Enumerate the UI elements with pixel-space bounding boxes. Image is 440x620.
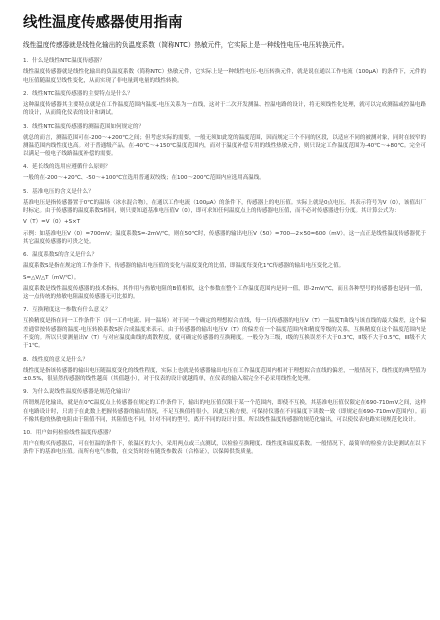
section-paragraph: 示例：如基准电压V（0）=700mV；温度系数S=-2mV/℃，则在50℃时，传感器的输出电压V（50）=700—2×50=600（mV）。这一点正是线性温度传感器优于其它温度传感器的可贵之处。 xyxy=(23,230,426,245)
section-heading: 5．基准电压的含义是什么？ xyxy=(23,188,94,195)
section xyxy=(23,388,426,424)
page-title: 线性温度传感器使用指南 xyxy=(23,15,183,31)
section-paragraph: 线性度是指该传感器的输出电压随温度变化的线性程度，实际上也就是传感器输出电压在工作温度范围内相对于理想拟合直线的偏差，一般情况下，线性度的典型值为±0.5%，很显然传感器的线性越高（其值越小），对于仪表的设计就越简单，在仪表的输入端完全不必采用线性化处理。 xyxy=(23,367,426,382)
section-paragraph: 互换精度是指在同一工作条件下（同一工作电流、同一温场）对于同一个确定的理想拟合直线，每一只传感器的电压V（T）一温度T曲线与该直线的最大偏差，这个偏差通常按传感器的温度-电压转换系数S折合成温度来表示。由于传感器的输出电压V（T）的偏差在一个温度范围内和精度等级的关系，互换精度在这个温度范围内是不变的。所以只要测量出V（T）与对应温度曲线的离散程度，就可确定传感器的互换精度。一般分为三级，I级的互换误差不大于0.3℃，II级不大于0.5℃，III级不大于1℃。 xyxy=(23,318,426,350)
section xyxy=(23,90,426,118)
section xyxy=(23,188,426,246)
section-list xyxy=(23,57,426,456)
intro-paragraph: 线性温度传感器就是线性化输出的负温度系数（简称NTC）热敏元件，它实际上是一种线性电压-电压转换元件。 xyxy=(23,41,349,49)
section-paragraph: 这种温度传感器其主要特点就是在工作温度范围内温度-电压关系为一直线，这对于二次开发测温、控温电路的设计，将无须线性化处理，就可以完成测温或控温电路的设计，从而简化仪表的设计和调试。 xyxy=(23,102,426,117)
section-paragraph: 一般的在-200～+20℃、-50～+100℃宜选用普通双绞线；在100～200℃范围内应选用高温线。 xyxy=(23,175,265,182)
section-heading: 10．用户如何检验线性温度传感器？ xyxy=(23,430,115,437)
section xyxy=(23,57,426,85)
section-paragraph: 温度系数S是指在规定的工作条件下，传感器的输出电压值的变化与温度变化的比值，即温度每变化1℃传感器的输出电压变化之值。 xyxy=(23,263,345,270)
section xyxy=(23,429,426,457)
section-paragraph: 所谓规范化输出，就是在0℃温度点上传感器在规定的工作条件下，输出的电压值仅限于某一个范围内，即使不互换，其基准电压值仅限定在690-710mV之间，这样在电路设计时，只需于在此数上把握传感器的输出情况，不足互换值将很小，因此互换方便，可保持仪器在不同温度下读数一致（即规定在690-710mV范围内）。而不像其他的热敏电阻由于阻值不同，其阻值也不同，针对不同的型号，离开不同的设计计算。所以线性温度传感器的规范化输出，可以使仪表电路实现规范化设计。 xyxy=(23,400,426,423)
section-paragraph: 基准电压是指传感器置于0℃的温场（冰水混合物），在通以工作电流（100μA）的条件下，传感器上的电压值。实际上就是0点电压。其表示符号为V（0），该值出厂时标定。由于传感器的温度系数S相同，则只要知道基准电压值V（0），即可求知任何温度点上的传感器电压值，而不必对传感器进行分度。其计算公式为： xyxy=(23,199,426,215)
section-heading: 4．延长线的选用应遵循什么原则？ xyxy=(23,164,111,171)
section-paragraph: S=△V/△T（mV/℃）。 xyxy=(23,274,80,281)
section-heading: 6．温度系数S的含义是什么？ xyxy=(23,252,98,259)
section-paragraph: 温度系数是线性温度传感器的技术指标，其作用与热敏电阻的B值相似，这个参数在整个工作温度范围内是同一值，即-2mV/℃，而且各种型号的传感器也是同一值，这一点传统的热敏电阻温度传感器无可比拟的。 xyxy=(23,285,426,301)
section-paragraph: 线性温度传感器就是线性化输出的负温度系数（简称NTC）热敏元件，它实际上是一种线性电压-电压转换元件，就是说在通以工作电流（100μA）的条件下，元件的电压值随温度呈线性变化，从而实现了非电量到电量的线性转换。 xyxy=(23,69,426,84)
section xyxy=(23,251,426,301)
section xyxy=(23,356,426,384)
section-heading: 3．线性NTC温度传感器的测温范围如何规定的？ xyxy=(23,123,145,130)
section-heading: 7．互换精度这一参数有什么意义？ xyxy=(23,307,111,314)
section-heading: 2．线性NTC温度传感器的主要特点是什么？ xyxy=(23,91,133,97)
section xyxy=(23,306,426,350)
section-paragraph: V（T）=V（0）+S×T xyxy=(23,219,81,226)
section-paragraph: 用户在购买传感器后，可在恒温的条件下，依温区的大小，采用两点或三点测试，以检验互换精度、线性度和温度系数。一般情况下，最简单的检验方法是测试在以下条件下的基准电压值。而所有电气参数，在交货时经有随货参数表（合格证），以保障供货质量。 xyxy=(23,441,426,456)
section-heading: 8．线性度的意义是什么？ xyxy=(23,356,89,363)
section xyxy=(23,123,426,159)
section-heading: 9．为什么说线性温度传感器是规范化输出？ xyxy=(23,389,133,396)
section xyxy=(23,163,426,182)
section-heading: 1．什么是线性NTC温度传感器？ xyxy=(23,58,105,65)
section-paragraph: 就总的而言，测温范围可在-200～+200℃之间；但考虑实际的需要，一般无须如此宽的温度范围，因而规定三个不同的区段，以适应不同的被测对象，同时在较窄的测温范围内线性度也高。对于普通级产品，在-40℃～+150℃温度范围内，而对于温度补偿专用的线性热敏元件，则只设定工作温度范围为-40℃～+80℃。完全可以满足一般电子线路温度补偿的需要。 xyxy=(23,134,426,158)
